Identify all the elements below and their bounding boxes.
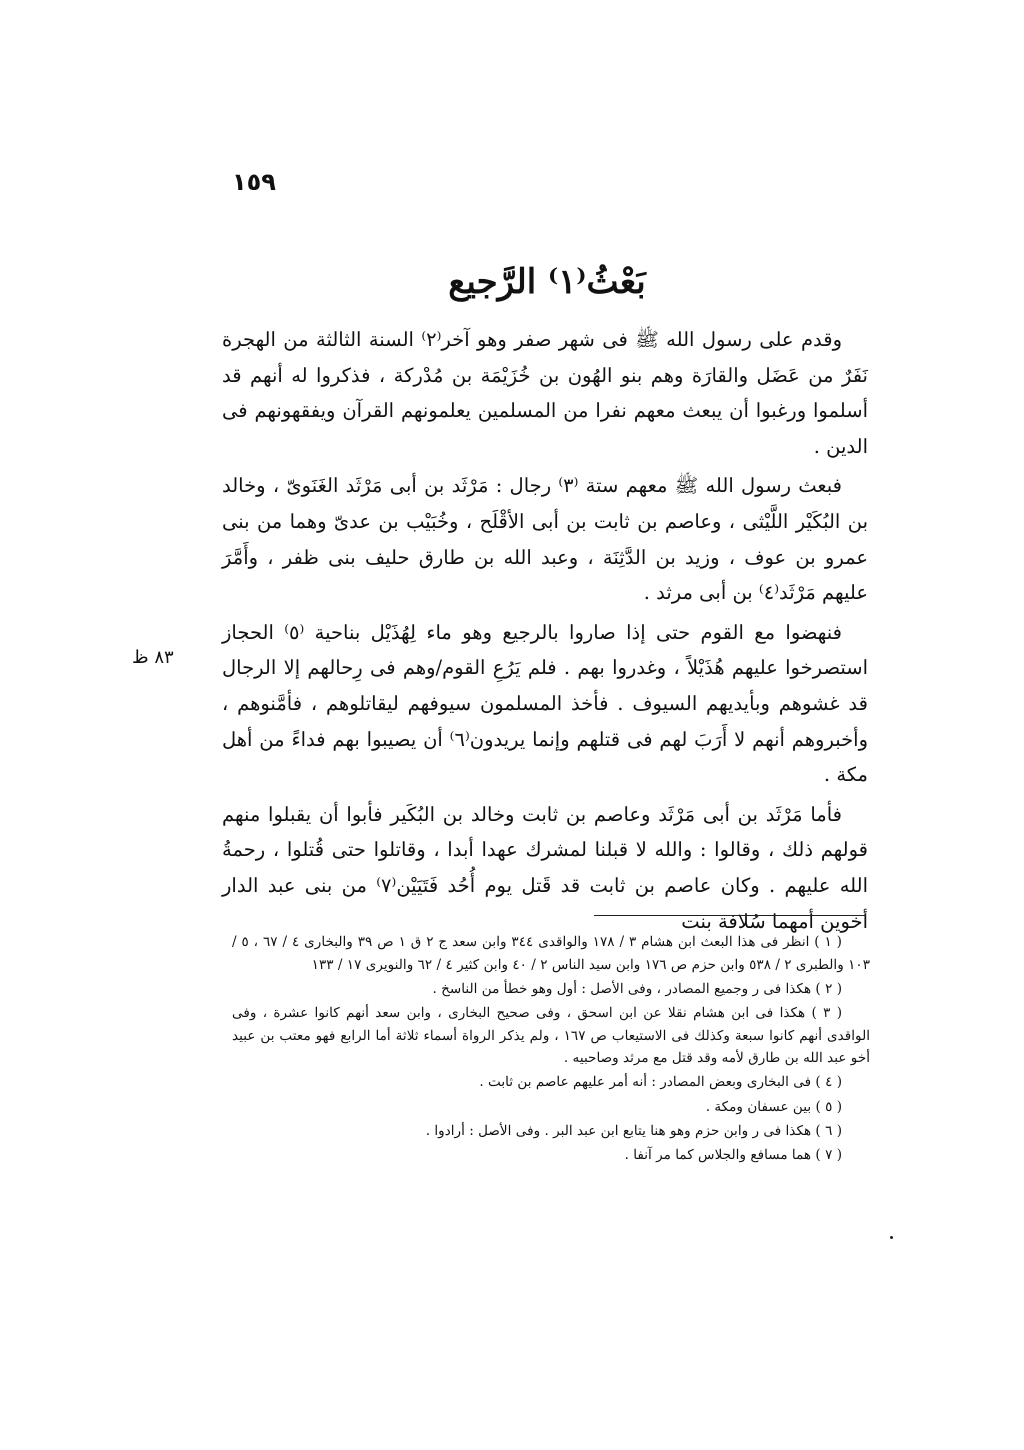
footnote-2: ( ٢ ) هكذا فى ر وجميع المصادر ، وفى الأصل : أول وهو خطأ من الناسخ . <box>432 980 842 997</box>
footnote-divider <box>594 915 866 916</box>
footnote-1: ( ١ ) انظر فى هذا البعث ابن هشام ٣ / ١٧٨ والواقدى ٣٤٤ وابن سعد ج ٢ ق ١ ص ٣٩ والبخارى ٤ / ٦٧ ، ٥ / ١٠٣ والطبرى ٢ / ٥٣٨ وابن حزم ص ١٧٦ وابن سيد الناس ٢ / ٤٠ وابن كثير ٤ / ٦٢ والنويرى ١٧ / ١٣٣ <box>232 934 870 973</box>
main-text <box>222 322 868 939</box>
footnotes <box>232 931 870 1167</box>
body-paragraph-2: فبعث رسول الله ﷺ معهم ستة ⁽٣⁾ رجال : مَرْثَد بن أبى مَرْثَد الغَنَوىّ ، وخالد بن البُكَيْر اللَّيْثى ، وعاصم بن ثابت بن أبى الأقْلَح ، وخُبَيْب بن عدىّ وهما من بنى عمرو بن عوف ، وزيد بن الدَّثِنَة ، وعبد الله بن طارق حليف بنى ظفر ، وأَمَّرَ عليهم مَرْثَد⁽٤⁾ بن أبى مرثد . <box>222 474 868 605</box>
scan-speck <box>890 1236 893 1239</box>
footnote-3: ( ٣ ) هكذا فى ابن هشام نقلا عن ابن اسحق ، وفى صحيح البخارى ، وابن سعد أنهم كانوا عشرة ، وفى الواقدى أنهم كانوا سبعة وكذلك فى الاستيعاب ص ١٦٧ ، ولم يذكر الرواة أسماء ثلاثة أما الرابع فهو معتب بن عبيد أخو عبد الله بن طارق لأمه وقد قتل مع مرثد وصاحبيه . <box>232 1004 870 1067</box>
footnote-6: ( ٦ ) هكذا فى ر وابن حزم وهو هنا يتابع ابن عبد البر . وفى الأصل : أرادوا . <box>425 1122 842 1139</box>
body-paragraph-1: وقدم على رسول الله ﷺ فى شهر صفر وهو آخر⁽٢⁾ السنة الثالثة من الهجرة نَفَرٌ من عَضَل والقارَة وهم بنو الهُون بن خُزَيْمَة بن مُدْركة ، فذكروا له أنهم قد أسلموا ورغبوا أن يبعث معهم نفرا من المسلمين يعلمونهم القرآن ويفقهونهم فى الدين . <box>222 328 868 458</box>
body-paragraph-3: فنهضوا مع القوم حتى إذا صاروا بالرجيع وهو ماء لِهُذَيْل بناحية ⁽٥⁾ الحجاز استصرخوا عليهم هُذَيْلاً ، وغدروا بهم . فلم يَرُعِ القوم/وهم فى رِحالهم إلا الرجال قد غشوهم وبأيديهم السيوف . فأخذ المسلمون سيوفهم ليقاتلوهم ، فأمَّنوهم ، وأخبروهم أنهم لا أَرَبَ لهم فى قتلهم وإنما يريدون⁽٦⁾ أن يصيبوا بهم فداءً من أهل مكة . <box>222 620 868 787</box>
footnote-5: ( ٥ ) بين عسفان ومكة . <box>705 1098 842 1115</box>
body-paragraph-4: فأما مَرْثَد بن أبى مَرْثَد وعاصم بن ثابت وخالد بن البُكَير فأبوا أن يقبلوا منهم قولهم ذلك ، وقالوا : والله لا قبلنا لمشرك عهدا أبدا ، وقاتلوا حتى قُتلوا ، رحمةُ الله عليهم . وكان عاصم بن ثابت قد قَتل يوم أُحُد فَتَيَيْن⁽٧⁾ من بنى عبد الدار أخوين أمهما سُلافة بنت <box>222 802 868 933</box>
footnote-4: ( ٤ ) فى البخارى وبعض المصادر : أنه أمر عليهم عاصم بن ثابت . <box>479 1074 842 1091</box>
footnote-7: ( ٧ ) هما مسافع والجلاس كما مر آنفا . <box>624 1146 842 1163</box>
page-number: ١٥٩ <box>232 168 276 196</box>
manuscript-folio-note: ٨٣ ظ <box>132 647 174 668</box>
chapter-heading: بَعْثُ⁽١⁾ الرَّجيع <box>448 262 646 302</box>
